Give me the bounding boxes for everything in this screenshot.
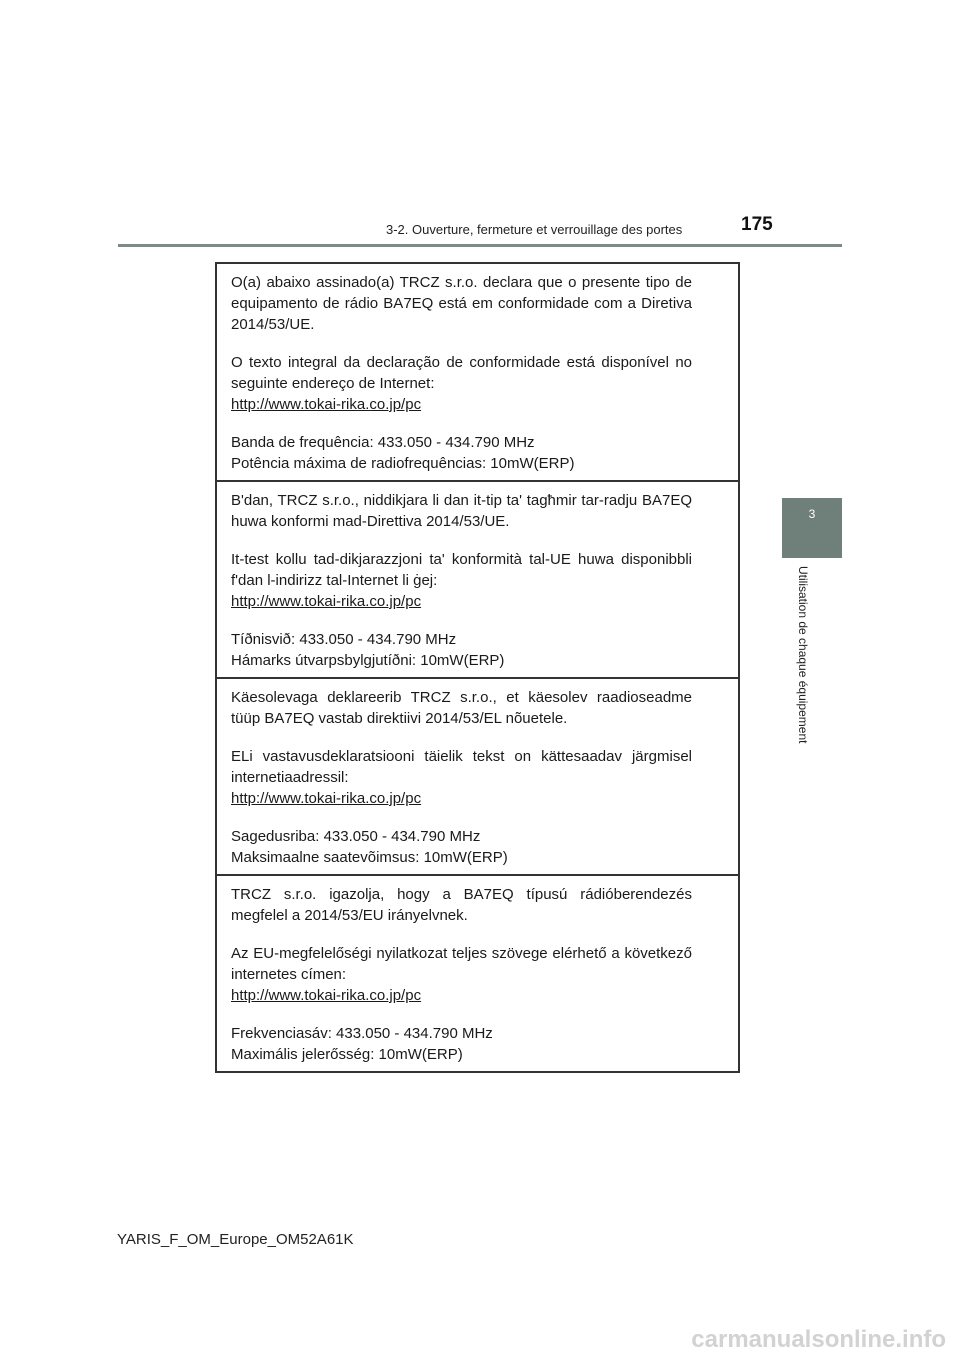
declaration-url-link[interactable]: http://www.tokai-rika.co.jp/pc xyxy=(231,593,422,610)
max-power: Potência máxima de radiofrequências: 10mW(ERP) xyxy=(231,455,575,472)
document-footer: YARIS_F_OM_Europe_OM52A61K xyxy=(117,1231,354,1248)
max-power: Maximális jelerősség: 10mW(ERP) xyxy=(231,1046,463,1063)
declaration-block-maltese xyxy=(217,482,738,679)
frequency-band: Sagedusriba: 433.050 - 434.790 MHz xyxy=(231,828,481,845)
declaration-url-link[interactable]: http://www.tokai-rika.co.jp/pc xyxy=(231,790,422,807)
declaration-text: O texto integral da declaração de conformidade está disponível no seguinte endereço de Internet: xyxy=(231,354,692,392)
declaration-intro: TRCZ s.r.o. igazolja, hogy a BA7EQ típusú rádióberendezés megfelel a 2014/53/EU irányelvnek. xyxy=(231,886,692,924)
declaration-text: ELi vastavusdeklaratsiooni täielik tekst on kättesaadav järgmisel internetiaadressil: xyxy=(231,748,692,786)
declaration-url-link[interactable]: http://www.tokai-rika.co.jp/pc xyxy=(231,396,422,413)
declaration-text: It-test kollu tad-dikjarazzjoni ta' konformità tal-UE huwa disponibbli f'dan l-indirizz tal-Internet li ġej: xyxy=(231,551,692,589)
declaration-intro: B'dan, TRCZ s.r.o., niddikjara li dan it-tip ta' tagħmir tar-radju BA7EQ huwa konformi mad-Direttiva 2014/53/UE. xyxy=(231,492,692,530)
watermark: carmanualsonline.info xyxy=(691,1326,946,1353)
declaration-url-link[interactable]: http://www.tokai-rika.co.jp/pc xyxy=(231,987,422,1004)
declaration-block-hungarian xyxy=(217,876,738,1071)
frequency-band: Banda de frequência: 433.050 - 434.790 MHz xyxy=(231,434,535,451)
declaration-intro: Käesolevaga deklareerib TRCZ s.r.o., et käesolev raadioseadme tüüp BA7EQ vastab direktiivi 2014/53/EL nõuetele. xyxy=(231,689,692,727)
chapter-number: 3 xyxy=(808,507,816,521)
max-power: Hámarks útvarpsbylgjutíðni: 10mW(ERP) xyxy=(231,652,505,669)
declaration-block-estonian xyxy=(217,679,738,876)
max-power: Maksimaalne saatevõimsus: 10mW(ERP) xyxy=(231,849,508,866)
chapter-tab xyxy=(782,498,842,558)
declaration-box xyxy=(215,262,740,1073)
page-number: 175 xyxy=(741,214,773,235)
section-title: 3-2. Ouverture, fermeture et verrouillage des portes xyxy=(386,222,683,237)
header-rule xyxy=(118,244,842,247)
frequency-band: Tíðnisvið: 433.050 - 434.790 MHz xyxy=(231,631,457,648)
declaration-intro: O(a) abaixo assinado(a) TRCZ s.r.o. declara que o presente tipo de equipamento de rádio BA7EQ está em conformidade com a Diretiva 2014/53/UE. xyxy=(231,274,692,333)
declaration-block-portuguese xyxy=(217,264,738,482)
chapter-label: Utilisation de chaque équipement xyxy=(796,566,810,744)
frequency-band: Frekvenciasáv: 433.050 - 434.790 MHz xyxy=(231,1025,493,1042)
declaration-text: Az EU-megfelelőségi nyilatkozat teljes szövege elérhető a következő internetes címen: xyxy=(231,945,692,983)
